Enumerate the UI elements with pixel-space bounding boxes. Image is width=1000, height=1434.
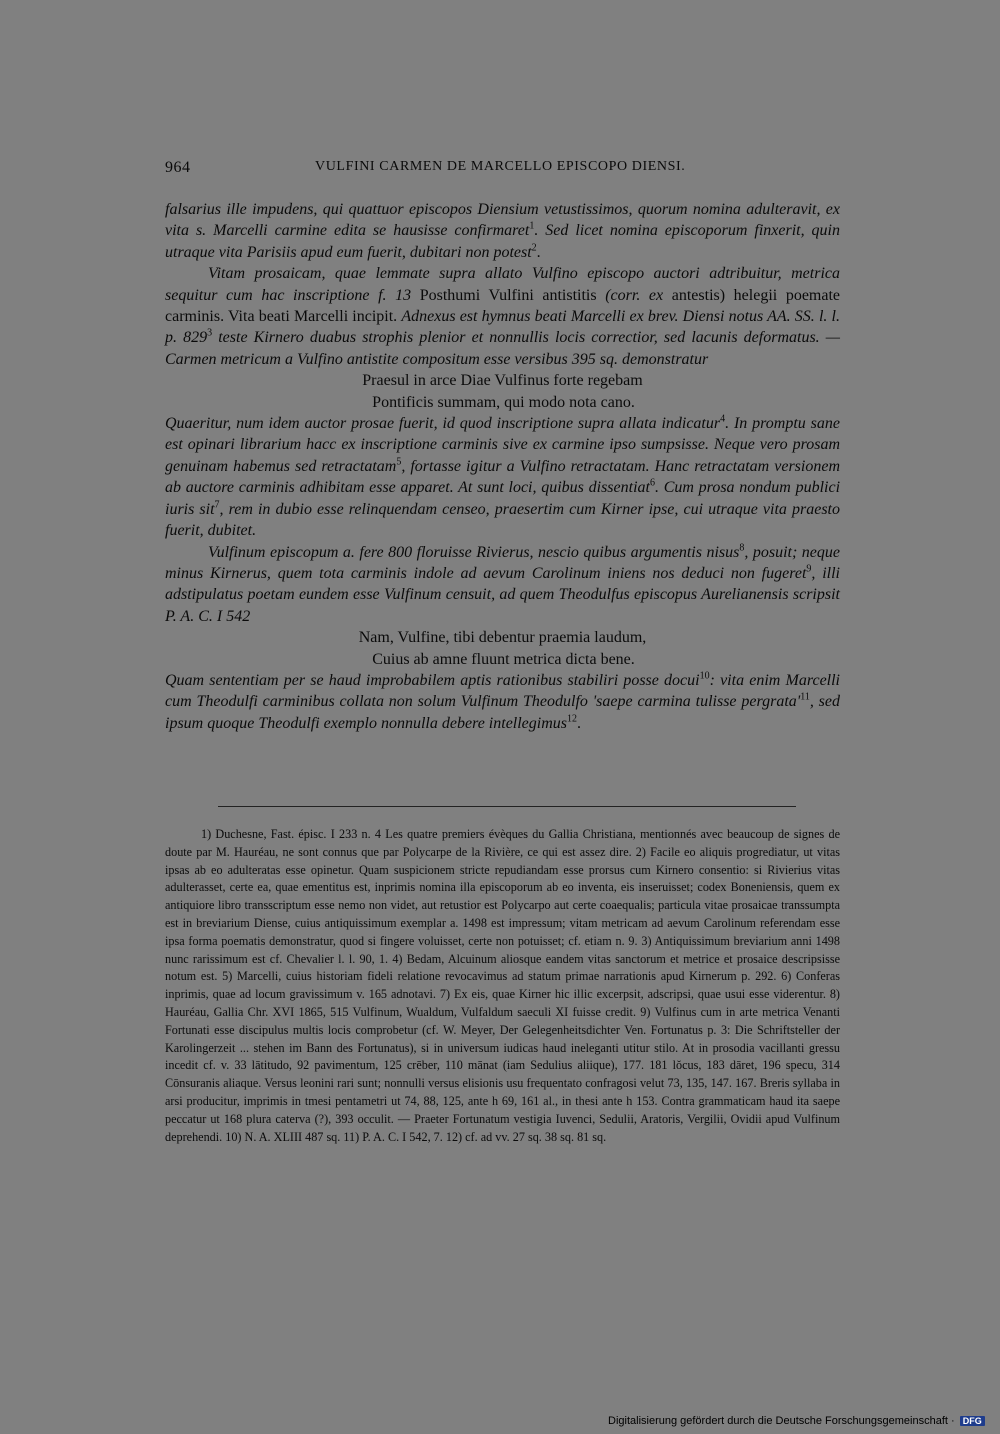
paragraph-2-text-a: Vitam prosaicam, quae lemmate supra allato Vulfino episcopo auctori adtribuitur, metrica sequitur cum hac inscriptione f. 13	[165, 265, 840, 304]
paragraph-5-text-c: , sed ipsum quoque Theodulfi exemplo nonnulla debere intellegimus	[165, 693, 841, 732]
footnote-ref[interactable]: 10	[699, 670, 710, 682]
footnotes	[165, 826, 840, 1146]
paragraph-2-text-e: Adnexus est hymnus beati Marcelli ex brev. Diensi notus AA. SS. l. l. p. 829	[165, 308, 841, 347]
footnote-ref[interactable]: 9	[806, 563, 812, 575]
footnote-ref[interactable]: 3	[207, 328, 213, 340]
footnote-divider	[218, 806, 796, 807]
footnote-ref[interactable]: 1	[529, 221, 535, 233]
paragraph-3-text-d: . Cum prosa nondum publici iuris sit	[165, 479, 841, 518]
page-number: 964	[165, 159, 191, 176]
paragraph-3	[165, 413, 840, 541]
paragraph-5-text-a: Quam sententiam per se haud improbabilem aptis rationibus stabiliri posse docui	[165, 671, 700, 689]
paragraph-3-text-e: , rem in dubio esse relinquendam censeo, praesertim cum Kirner ipse, cui utraque vita praesto fuerit, dubitet.	[165, 500, 841, 540]
credit-text: Digitalisierung gefördert durch die Deutsche Forschungsgemeinschaft ·	[608, 1415, 955, 1427]
paragraph-2-text-f: teste Kirnero duabus strophis plenior et nonnullis locis correctior, sed lacunis deformatus. — Carmen metricum a Vulfino antistite compositum esse versibus 395 sq. demonstratur	[165, 329, 841, 368]
verse-quotation-1	[165, 370, 840, 413]
paragraph-2-text-c: (corr. ex	[605, 286, 664, 304]
paragraph-3-text-a: Quaeritur, num idem auctor prosae fuerit, id quod inscriptione supra allata indicatur	[165, 415, 721, 433]
verse-line: Pontificis summam, qui modo nota cano.	[372, 393, 635, 411]
verse-quotation-2	[165, 627, 840, 670]
dfg-logo: DFG	[960, 1416, 985, 1426]
paragraph-4	[165, 542, 840, 628]
paragraph-2	[165, 263, 840, 370]
footnote-ref[interactable]: 4	[720, 413, 726, 425]
paragraph-3-text-b: . In promptu sane est opinari librarium hacc ex inscriptione carminis sive ex carmine ipso sumpsisse. Neque vero prosam genuinam habemus sed retractatam	[165, 415, 840, 475]
footnotes-text: 1) Duchesne, Fast. épisc. I 233 n. 4 Les quatre premiers évèques du Gallia Christiana, mentionnés avec beaucoup de signes de doute par M. Hauréau, ne sont connus que par Polycarpe de la Rivière, ce qui est assez dire. 2) Facile eo aliquis progrediatur, ut vitas ipsas ab eo adulteratas esse opinetur. Quam suspicionem stricte repudiandam esse prorsus cum Kirnero consentio: si Rivierius vitas adulterasset, certe ea, quae ementitus est, inprimis nomina illa episcoporum ab eo inventa, eis inseruisset; codex Boneniensis, quem ex antiquiore libro transscriptum esse nemo non videt, aut retustior est Polycarpo aut certe coaequalis; particula vitae prosaicae transsumpta est in breviarium Diense, cuius antiquissimum exemplar a. 1498 est impressum; vitam metricam ad aevum Carolinum referendam esse ipsa forma poematis demonstratur, quod si fingere voluisset, certe non potuisset; cf. etiam n. 9. 3) Antiquissimum breviarium anni 1498 nunc rarissimum est cf. Chevalier l. l. 90, 1. 4) Bedam, Alcuinum aliosque eandem vitas sanctorum et metrice et prosaice descripsisse notum est. 5) Marcelli, cuius historiam fideli relatione revocavimus ad statum primae narrationis apud Kirnerum p. 292. 6) Conferas inprimis, quae ad locum gravissimum v. 165 adnotavi. 7) Ex eis, quae Kirner hic illic excerpsit, adscripsi, quae usui esse viderentur. 8) Hauréau, Gallia Chr. XVI 1865, 515 Vulfinum, Wualdum, Vulfaldum saeculi XI fuisse credit. 9) Vulfinus cum in arte metrica Venanti Fortunati esse discipulus multis locis comprobetur (cf. W. Meyer, Der Gelegenheitsdichter Ven. Fortunatus p. 3: Die Schriftsteller der Karolingerzeit ... stehen im Bann des Fortunatus), si in universum iudicas haud ineleganti utitur stilo. At in prosodia vacillanti gressu incedit cf. v. 33 lātitudo, 92 pavimentum, 125 crēber, 110 mānat (iam Sedulius aliique), 177. 181 lŏcus, 183 dāret, 196 specu, 314 Cōnsuranis aliaque. Versus leonini rari sunt; nonnulli versus elisionis usu frequentato confragosi velut 73, 135, 147. 167. Breris syllaba in arsi producitur, imprimis in tmesi pentametri ut 74, 88, 125, ante h 69, 161 al., in thesi ante h 153. Contra grammaticam haud ita saepe peccatur ut 168 plura caterva (?), 393 occulit. — Praeter Fortunatum vestigia Iuvenci, Sedulii, Aratoris, Vergilii, Ovidii apud Vulfinum deprehendi. 10) N. A. XLIII 487 sq. 11) P. A. C. I 542, 7. 12) cf. ad vv. 27 sq. 38 sq. 81 sq.	[165, 827, 840, 1144]
paragraph-4-text-b: , posuit; neque minus Kirnerus, quem tota carminis indole ad aevum Carolinum iniens nos deduci non fugeret	[165, 543, 840, 582]
footnote-ref[interactable]: 2	[531, 242, 537, 254]
running-title: VULFINI CARMEN DE MARCELLO EPISCOPO DIENSI.	[315, 159, 686, 174]
verse-line: Cuius ab amne fluunt metrica dicta bene.	[372, 650, 635, 668]
main-text	[165, 199, 840, 734]
paragraph-2-text-d: antestis) helegii poemate carminis. Vita beati Marcelli incipit.	[165, 286, 841, 326]
digitization-credit	[608, 1415, 985, 1427]
verse-line: Praesul in arce Diae Vulfinus forte regebam	[362, 372, 643, 390]
page-header	[165, 159, 840, 187]
footnote-ref[interactable]: 7	[214, 499, 220, 511]
paragraph-5	[165, 670, 840, 734]
footnote-ref[interactable]: 6	[649, 477, 655, 489]
paragraph-1-text-b: . Sed licet nomina episcoporum finxerit, quin utraque vita Parisiis apud eum fuerit, dubitari non potest	[165, 222, 840, 261]
paragraph-5-text-d: .	[577, 714, 582, 732]
paragraph-1-text-c: .	[536, 243, 541, 261]
paragraph-1	[165, 199, 840, 263]
paragraph-5-text-b: : vita enim Marcelli cum Theodulfi carminibus collata non solum Vulfinum Theodulfo 'saepe carmina tulisse pergrata'	[165, 671, 841, 711]
paragraph-3-text-c: , fortasse igitur a Vulfino retractatam. Hanc retractatam versionem ab auctore carminis adhibitam esse apparet. At sunt loci, quibus dissentiat	[165, 457, 841, 497]
verse-line: Nam, Vulfine, tibi debentur praemia laudum,	[358, 629, 647, 647]
paragraph-4-text-c: , illi adstipulatus poetam eundem esse Vulfinum censuit, ad quem Theodulfus episcopus Aurelianensis scripsit P. A. C. I 542	[165, 564, 841, 625]
paragraph-1-text: falsarius ille impudens, qui quattuor episcopos Diensium vetustissimos, quorum nomina adulteravit, ex vita s. Marcelli carmine edita se hausisse confirmaret	[165, 201, 840, 240]
paragraph-4-text-a: Vulfinum episcopum a. fere 800 floruisse Rivierus, nescio quibus argumentis nisus	[208, 543, 740, 561]
footnote-ref[interactable]: 8	[739, 542, 745, 554]
paragraph-2-text-b: Posthumi Vulfini antistitis	[411, 286, 606, 304]
footnote-ref[interactable]: 12	[567, 713, 578, 725]
footnote-ref[interactable]: 5	[396, 456, 402, 468]
footnote-ref[interactable]: 11	[800, 692, 810, 704]
